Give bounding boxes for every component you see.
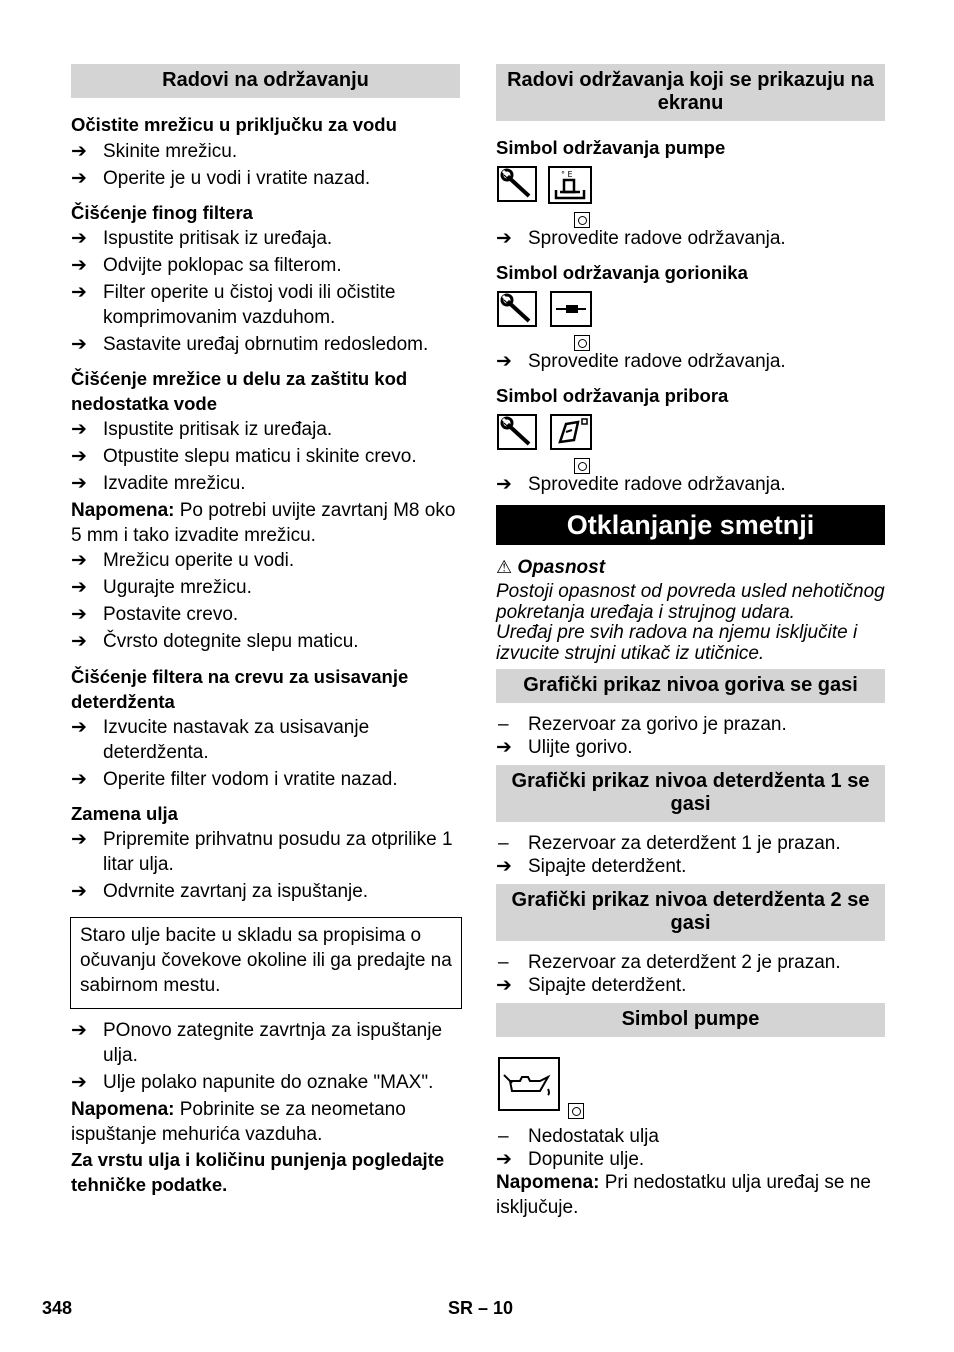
- environment-notice-text: Staro ulje bacite u skladu sa propisima o očuvanju čovekove okoline ili ga predajte na sabirnom mestu.: [80, 925, 452, 996]
- dash-marker: –: [498, 952, 509, 973]
- subheading-water-strainer: Očistite mrežicu u priključku za vodu: [71, 114, 397, 135]
- danger-heading: ⚠ Opasnost: [496, 557, 606, 578]
- subheading-accessory-symbol: Simbol održavanja pribora: [496, 385, 729, 406]
- accessory-maintenance-symbols: [496, 412, 885, 476]
- cause-item: – Rezervoar za deterdžent 1 je prazan.: [498, 833, 841, 854]
- accessory-icon: [550, 414, 592, 450]
- step-item: ➔ Izvucite nastavak za usisavanje deterdženta.: [71, 717, 370, 763]
- step-item: ➔ Čvrsto dotegnite slepu maticu.: [71, 631, 359, 652]
- subheading-detergent-filter: Čišćenje filtera na crevu za usisavanje deterdženta: [71, 666, 409, 712]
- step-item: ➔ Filter operite u čistoj vodi ili očistite komprimovanim vazduhom.: [71, 282, 396, 328]
- note-paragraph: Napomena: Po potrebi uvijte zavrtanj M8 oko 5 mm i tako izvadite mrežicu.: [71, 500, 456, 546]
- left-column: [71, 64, 460, 1197]
- arrow-icon: ➔: [71, 334, 87, 355]
- arrow-icon: ➔: [71, 1072, 87, 1093]
- step-item: ➔ Sipajte deterdžent.: [496, 975, 687, 996]
- step-item: ➔ Ugurajte mrežicu.: [71, 577, 252, 598]
- note-paragraph: Napomena: Pri nedostatku ulja uređaj se ne isključuje.: [496, 1172, 871, 1218]
- dash-marker: –: [498, 833, 509, 854]
- step-item: ➔ Odvrnite zavrtanj za ispuštanje.: [71, 881, 369, 902]
- arrow-icon: ➔: [71, 829, 87, 850]
- arrow-icon: ➔: [496, 856, 512, 877]
- subheading-burner-symbol: Simbol održavanja gorionika: [496, 262, 748, 283]
- step-item: ➔ Ulje polako napunite do oznake "MAX".: [71, 1072, 434, 1093]
- cause-item: – Nedostatak ulja: [498, 1126, 659, 1147]
- arrow-icon: ➔: [496, 1149, 512, 1170]
- arrow-icon: ➔: [71, 717, 87, 738]
- arrow-icon: ➔: [71, 631, 87, 652]
- subheading-fine-filter: Čišćenje finog filtera: [71, 202, 253, 223]
- arrow-icon: ➔: [496, 474, 512, 495]
- step-item: ➔ Sipajte deterdžent.: [496, 856, 687, 877]
- step-item: ➔ Operite je u vodi i vratite nazad.: [71, 168, 371, 189]
- step-item: ➔ Izvadite mrežicu.: [71, 473, 246, 494]
- danger-text: Postoji opasnost od povreda usled nehotičnog pokretanja uređaja i strujnog udara.: [496, 581, 885, 623]
- step-item: ➔ POnovo zategnite zavrtnja za ispuštanje ulja.: [71, 1020, 443, 1066]
- cause-item: – Rezervoar za gorivo je prazan.: [498, 714, 787, 735]
- arrow-icon: ➔: [71, 881, 87, 902]
- oil-symbol-group: [496, 1055, 885, 1125]
- step-item: ➔ Sprovedite radove održavanja.: [496, 351, 786, 372]
- subheading-pump-symbol: Simbol održavanja pumpe: [496, 137, 726, 158]
- arrow-icon: ➔: [71, 141, 87, 162]
- right-column: [496, 64, 885, 1220]
- environment-notice-box: [70, 917, 462, 1009]
- step-item: ➔ Sprovedite radove održavanja.: [496, 474, 786, 495]
- step-item: ➔ Sprovedite radove održavanja.: [496, 228, 786, 249]
- arrow-icon: ➔: [71, 255, 87, 276]
- wrench-icon: [497, 166, 537, 202]
- dash-marker: –: [498, 1126, 509, 1147]
- section-heading-detergent-2: Grafički prikaz nivoa deterdženta 2 se gasi: [496, 884, 885, 941]
- burner-icon: [550, 291, 592, 327]
- step-item: ➔ Operite filter vodom i vratite nazad.: [71, 769, 398, 790]
- oil-can-icon: [498, 1057, 560, 1111]
- page-section-label: SR – 10: [448, 1298, 514, 1318]
- oil-spec-note: Za vrstu ulja i količinu punjenja pogledajte tehničke podatke.: [71, 1149, 445, 1195]
- arrow-icon: ➔: [71, 419, 87, 440]
- arrow-icon: ➔: [71, 577, 87, 598]
- section-heading-maintenance: Radovi na održavanju: [71, 64, 460, 98]
- pump-icon: [548, 166, 592, 204]
- arrow-icon: ➔: [71, 446, 87, 467]
- step-item: ➔ Skinite mrežicu.: [71, 141, 238, 162]
- arrow-icon: ➔: [496, 975, 512, 996]
- svg-text:° E: ° E: [561, 170, 573, 179]
- step-item: ➔ Ispustite pritisak iz uređaja.: [71, 228, 333, 249]
- page-number: 348: [42, 1298, 73, 1318]
- dash-marker: –: [498, 714, 509, 735]
- chapter-heading-troubleshooting: Otklanjanje smetnji: [496, 505, 885, 545]
- arrow-icon: ➔: [71, 550, 87, 571]
- arrow-icon: ➔: [71, 1020, 87, 1041]
- subheading-oil-change: Zamena ulja: [71, 803, 178, 824]
- step-item: ➔ Odvijte poklopac sa filterom.: [71, 255, 342, 276]
- arrow-icon: ➔: [71, 282, 87, 303]
- section-heading-detergent-1: Grafički prikaz nivoa deterdženta 1 se gasi: [496, 765, 885, 822]
- wrench-icon: [497, 414, 537, 450]
- step-item: ➔ Postavite crevo.: [71, 604, 239, 625]
- section-heading-pump-symbol: Simbol pumpe: [496, 1003, 885, 1037]
- burner-maintenance-symbols: [496, 289, 885, 353]
- arrow-icon: ➔: [71, 604, 87, 625]
- step-item: ➔ Ispustite pritisak iz uređaja.: [71, 419, 333, 440]
- arrow-icon: ➔: [71, 168, 87, 189]
- cause-item: – Rezervoar za deterdžent 2 je prazan.: [498, 952, 841, 973]
- step-item: ➔ Mrežicu operite u vodi.: [71, 550, 295, 571]
- step-item: ➔ Sastavite uređaj obrnutim redosledom.: [71, 334, 429, 355]
- danger-instruction: Uređaj pre svih radova na njemu isključite i izvucite strujni utikač iz utičnice.: [496, 622, 858, 664]
- section-heading-display-maintenance: Radovi održavanja koji se prikazuju na ekranu: [496, 64, 885, 121]
- subheading-water-shortage-strainer: Čišćenje mrežice u delu za zaštitu kod nedostatka vode: [71, 368, 408, 414]
- arrow-icon: ➔: [496, 737, 512, 758]
- arrow-icon: ➔: [71, 473, 87, 494]
- wrench-icon: [497, 291, 537, 327]
- section-heading-fuel-level: Grafički prikaz nivoa goriva se gasi: [496, 669, 885, 703]
- step-item: ➔ Otpustite slepu maticu i skinite crevo.: [71, 446, 417, 467]
- step-item: ➔ Ulijte gorivo.: [496, 737, 633, 758]
- step-item: ➔ Pripremite prihvatnu posudu za otprilike 1 litar ulja.: [71, 829, 453, 875]
- note-paragraph: Napomena: Pobrinite se za neometano ispuštanje mehurića vazduha.: [71, 1099, 406, 1145]
- arrow-icon: ➔: [71, 228, 87, 249]
- arrow-icon: ➔: [496, 351, 512, 372]
- pump-maintenance-symbols: [496, 164, 885, 228]
- arrow-icon: ➔: [496, 228, 512, 249]
- info-indicator-icon: [568, 1103, 584, 1119]
- warning-icon: ⚠: [496, 557, 513, 577]
- arrow-icon: ➔: [71, 769, 87, 790]
- step-item: ➔ Dopunite ulje.: [496, 1149, 645, 1170]
